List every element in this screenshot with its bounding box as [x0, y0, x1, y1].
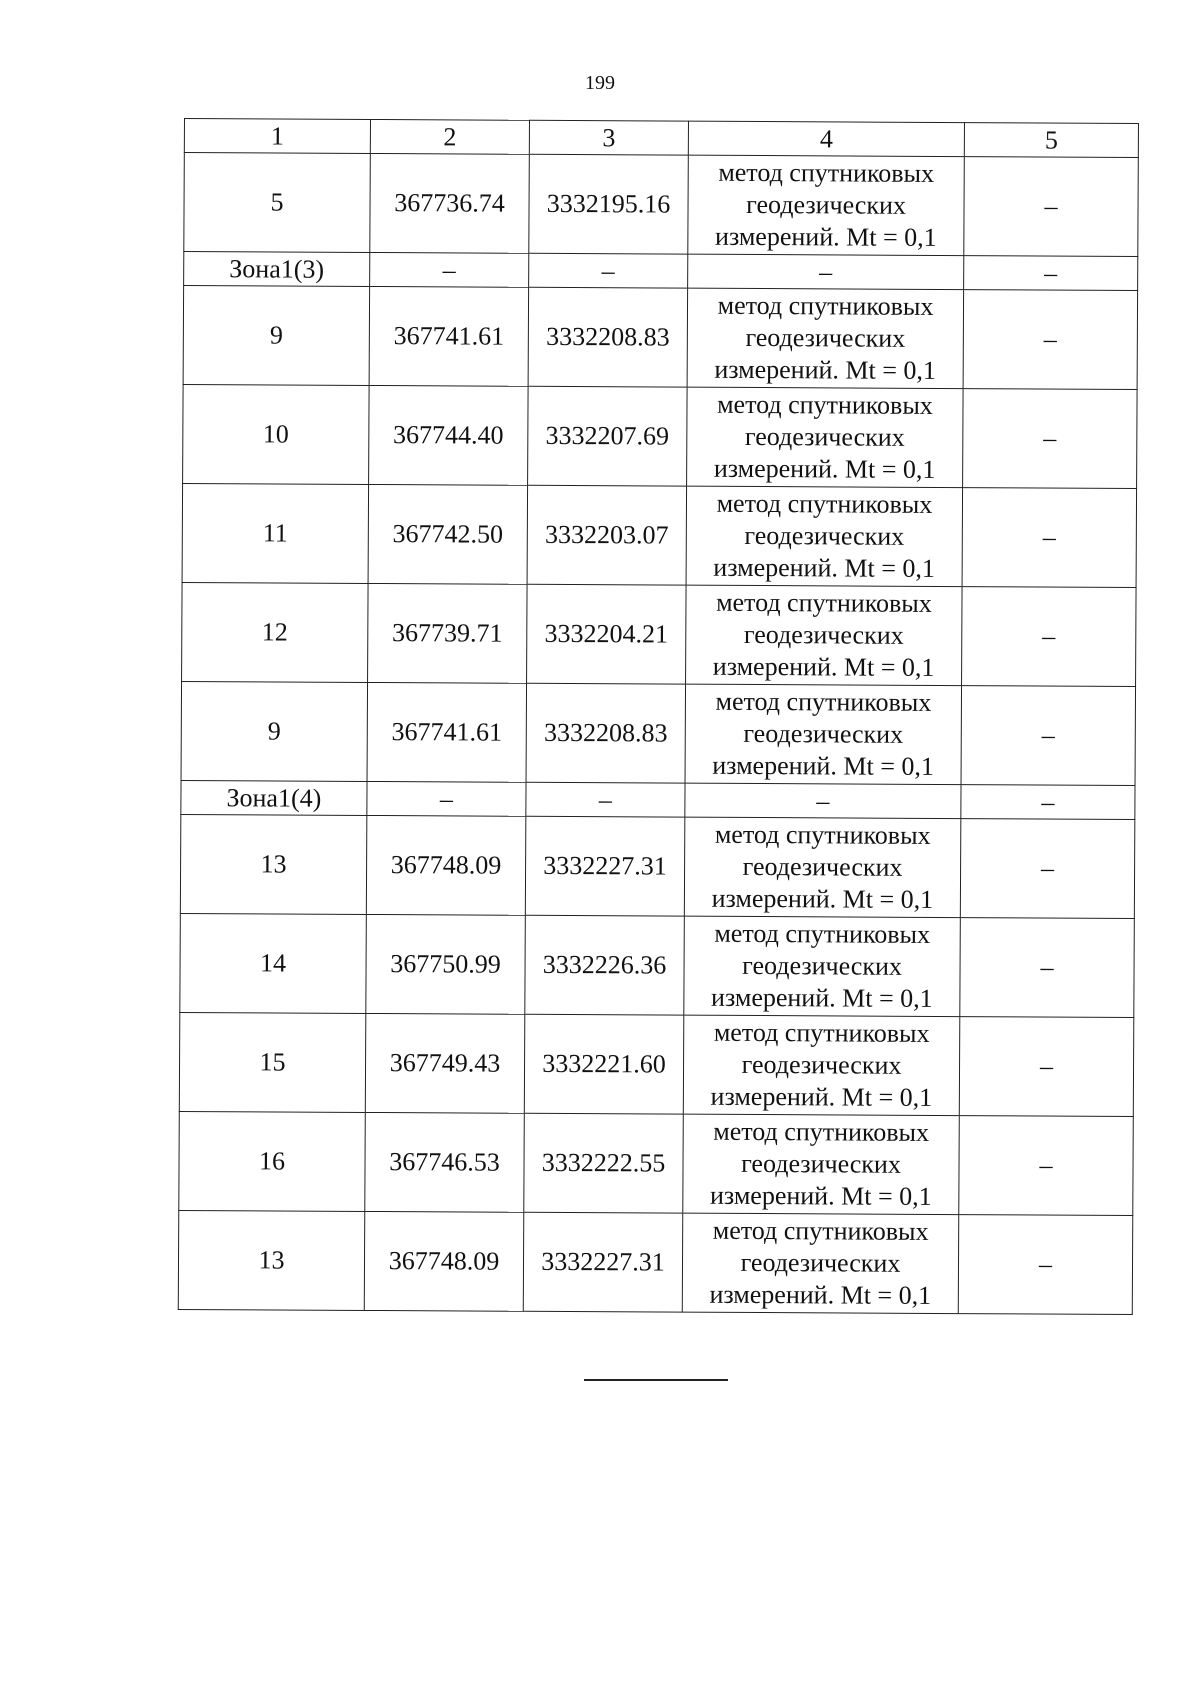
method-text: метод спутниковых геодезических измерений. Mt = 0,1 [710, 1017, 933, 1112]
y-coordinate-cell: 3332204.21 [527, 584, 687, 684]
method-cell: – [688, 254, 964, 289]
y-coordinate-cell: 3332208.83 [528, 287, 688, 387]
point-number-cell: 15 [179, 1012, 366, 1112]
point-number-cell: 13 [178, 1210, 365, 1310]
y-coordinate-cell: – [529, 253, 688, 288]
coordinates-table [178, 118, 1139, 1315]
x-coordinate-cell: 367741.61 [369, 286, 529, 386]
point-number-cell: 13 [180, 814, 367, 914]
y-coordinate-cell: 3332221.60 [524, 1014, 684, 1114]
header-cell-5: 5 [964, 123, 1138, 158]
method-cell [685, 684, 962, 784]
table-row [180, 814, 1135, 918]
footer-rule [584, 1379, 728, 1381]
notes-cell: – [964, 157, 1139, 257]
x-coordinate-cell: 367741.61 [367, 682, 527, 782]
notes-cell: – [961, 785, 1135, 820]
y-coordinate-cell: 3332203.07 [527, 485, 687, 585]
table-body [178, 119, 1138, 1315]
y-coordinate-cell: 3332208.83 [526, 683, 686, 783]
method-cell [684, 916, 961, 1016]
method-cell [687, 387, 964, 487]
method-text: метод спутниковых геодезических измерений. Mt = 0,1 [714, 290, 937, 385]
x-coordinate-cell: – [370, 252, 529, 287]
x-coordinate-cell: 367748.09 [366, 815, 526, 915]
method-text: метод спутниковых геодезических измерений. Mt = 0,1 [711, 819, 934, 914]
zone-row [184, 252, 1138, 291]
method-cell: – [685, 783, 961, 818]
point-number-cell: 10 [183, 384, 370, 484]
x-coordinate-cell: 367744.40 [369, 385, 529, 485]
notes-cell: – [964, 256, 1138, 291]
x-coordinate-cell: 367750.99 [366, 914, 526, 1014]
table-row [182, 582, 1137, 686]
method-cell [686, 486, 963, 586]
y-coordinate-cell: 3332227.31 [525, 816, 685, 916]
method-text: метод спутниковых геодезических измерений. Mt = 0,1 [709, 1215, 932, 1310]
page-number: 199 [585, 72, 615, 94]
notes-cell: – [959, 1116, 1134, 1216]
x-coordinate-cell: 367736.74 [370, 153, 530, 253]
zone-label-cell: Зона1(3) [184, 252, 370, 287]
header-cell-1: 1 [184, 119, 370, 154]
notes-cell: – [962, 488, 1137, 588]
table-row [184, 153, 1139, 257]
method-text: метод спутниковых геодезических измерений. Mt = 0,1 [712, 587, 935, 682]
y-coordinate-cell: – [526, 782, 685, 817]
method-cell [688, 155, 965, 255]
x-coordinate-cell: 367746.53 [365, 1112, 525, 1212]
table-row [183, 384, 1138, 488]
method-cell [687, 288, 964, 388]
table-row [179, 1111, 1134, 1215]
x-coordinate-cell: – [367, 781, 526, 816]
method-text: метод спутниковых геодезических измерений. Mt = 0,1 [713, 488, 936, 583]
header-cell-2: 2 [370, 119, 529, 154]
table-row [181, 681, 1136, 785]
table-row [179, 1012, 1134, 1116]
method-text: метод спутниковых геодезических измерений. Mt = 0,1 [711, 918, 933, 1013]
method-text: метод спутниковых геодезических измерений. Mt = 0,1 [714, 157, 937, 252]
header-cell-3: 3 [529, 120, 688, 155]
x-coordinate-cell: 367748.09 [364, 1211, 524, 1311]
point-number-cell: 11 [182, 483, 369, 583]
table-row [182, 483, 1137, 587]
point-number-cell: 5 [184, 153, 371, 253]
notes-cell: – [958, 1215, 1133, 1315]
method-cell [683, 1114, 960, 1214]
y-coordinate-cell: 3332227.31 [523, 1212, 683, 1312]
point-number-cell: 14 [180, 913, 367, 1013]
notes-cell: – [960, 819, 1135, 919]
method-text: метод спутниковых геодезических измерений. Mt = 0,1 [712, 686, 934, 781]
y-coordinate-cell: 3332226.36 [525, 915, 685, 1015]
zone-row [181, 780, 1135, 819]
method-cell [684, 817, 961, 917]
table-header-row [184, 119, 1138, 158]
x-coordinate-cell: 367739.71 [368, 583, 528, 683]
method-text: метод спутниковых геодезических измерений. Mt = 0,1 [709, 1116, 932, 1211]
notes-cell: – [963, 389, 1138, 489]
method-cell [686, 585, 963, 685]
table-row [180, 913, 1135, 1017]
notes-cell: – [962, 587, 1137, 687]
y-coordinate-cell: 3332195.16 [529, 154, 689, 254]
notes-cell: – [961, 686, 1136, 786]
method-text: метод спутниковых геодезических измерений. Mt = 0,1 [713, 389, 936, 484]
notes-cell: – [963, 290, 1138, 390]
point-number-cell: 9 [181, 681, 368, 781]
zone-label-cell: Зона1(4) [181, 780, 367, 815]
point-number-cell: 16 [179, 1111, 366, 1211]
notes-cell: – [960, 918, 1135, 1018]
method-cell [682, 1213, 959, 1313]
method-cell [683, 1015, 960, 1115]
notes-cell: – [959, 1017, 1134, 1117]
point-number-cell: 12 [182, 582, 369, 682]
y-coordinate-cell: 3332207.69 [528, 386, 688, 486]
table-row [183, 286, 1138, 390]
table-row [178, 1210, 1133, 1314]
point-number-cell: 9 [183, 286, 370, 386]
x-coordinate-cell: 367749.43 [365, 1013, 525, 1113]
y-coordinate-cell: 3332222.55 [524, 1113, 684, 1213]
x-coordinate-cell: 367742.50 [368, 484, 528, 584]
header-cell-4: 4 [688, 121, 964, 156]
